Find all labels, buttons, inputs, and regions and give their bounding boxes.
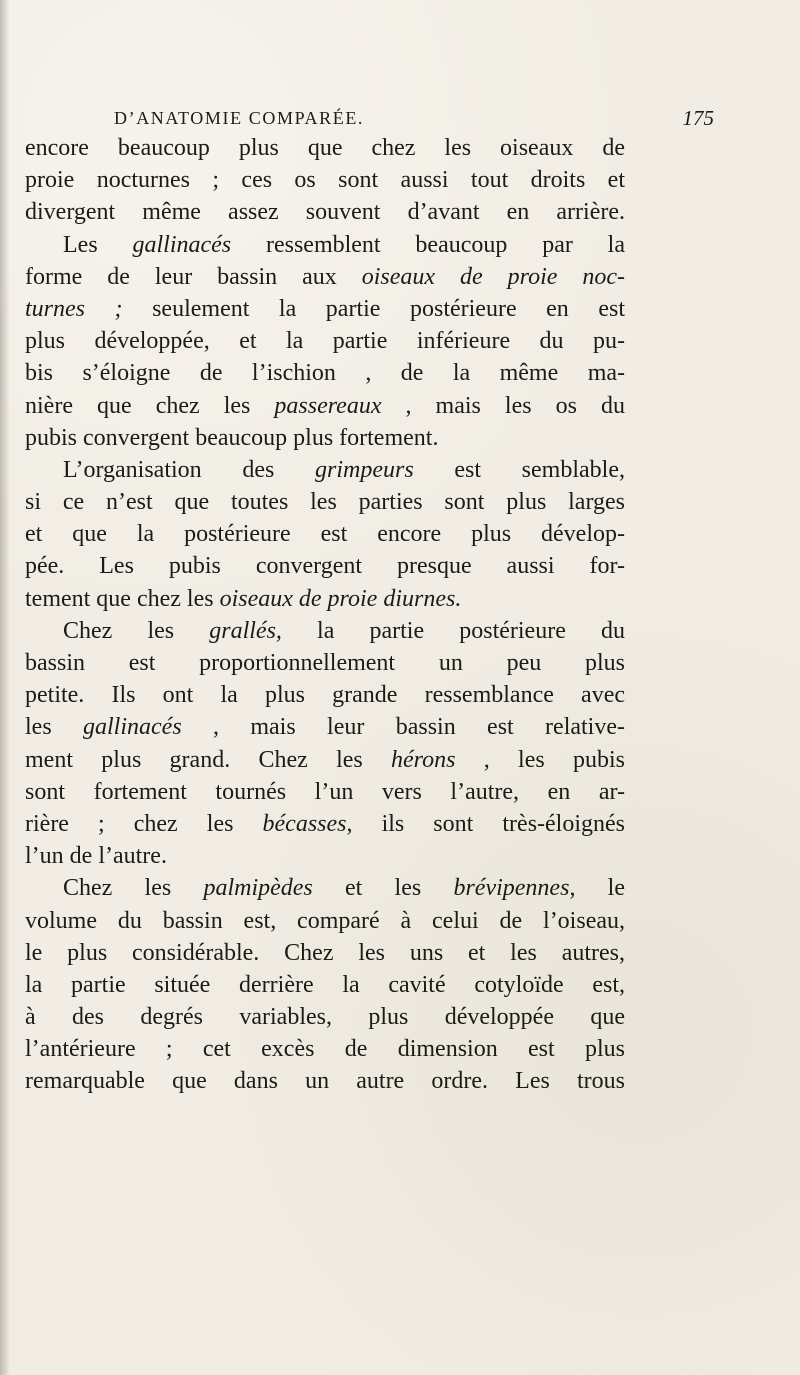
text-line <box>25 711 625 743</box>
text-fragment: Les <box>63 231 133 258</box>
text-fragment: et les <box>312 875 454 902</box>
text-line <box>25 325 625 357</box>
text-fragment: tement que chez les <box>25 585 220 612</box>
text-line <box>25 905 625 937</box>
text-line <box>25 969 625 1001</box>
page-number: 175 <box>682 106 714 130</box>
italic-term: brévipennes <box>453 875 570 902</box>
text-line <box>25 1065 625 1097</box>
text-fragment: l’antérieure ; cet excès de dimension est plus <box>25 1036 625 1063</box>
text-fragment: sont fortement tournés l’un vers l’autre, en ar- <box>25 778 625 805</box>
text-fragment: les <box>25 714 84 741</box>
text-fragment: L’organisation des <box>63 456 315 483</box>
text-fragment: remarquable que dans un autre ordre. Les trous <box>25 1068 625 1095</box>
text-line <box>25 937 625 969</box>
text-line <box>25 229 625 261</box>
text-fragment: rière ; chez les <box>25 810 263 837</box>
page-gutter-shadow <box>0 0 10 1375</box>
text-fragment: nière que chez les <box>25 392 275 419</box>
italic-term: grimpeurs <box>315 456 414 483</box>
text-line <box>25 486 625 518</box>
italic-term: turnes ; <box>25 295 123 322</box>
text-fragment: , mais leur bassin est relative- <box>181 714 625 741</box>
text-fragment: à des degrés variables, plus développée que <box>25 1004 625 1031</box>
text-line <box>25 1033 625 1065</box>
running-head: D’ANATOMIE COMPARÉE. <box>114 108 365 128</box>
italic-term: oiseaux de proie diurnes. <box>219 585 462 612</box>
text-line <box>25 518 625 550</box>
text-fragment: , le <box>569 875 625 902</box>
text-fragment: volume du bassin est, comparé à celui de l’oiseau, <box>25 907 625 934</box>
text-fragment: , les pubis <box>455 746 625 773</box>
text-line <box>25 1001 625 1033</box>
text-fragment: seulement la partie postérieure en est <box>122 295 625 322</box>
italic-term: gallinacés <box>132 231 232 258</box>
text-fragment: Chez les <box>63 875 204 902</box>
text-line <box>25 776 625 808</box>
text-fragment: le plus considérable. Chez les uns et les autres, <box>25 939 625 966</box>
text-fragment: ment plus grand. Chez les <box>25 746 392 773</box>
text-line <box>25 872 625 904</box>
text-line <box>25 261 625 293</box>
text-line <box>25 454 625 486</box>
text-fragment: divergent même assez souvent d’avant en arrière. <box>25 199 625 226</box>
text-fragment: et que la postérieure est encore plus dévelop- <box>25 521 625 548</box>
body-text <box>25 132 625 1098</box>
text-fragment: bassin est proportionnellement un peu plus <box>25 650 625 676</box>
text-line <box>25 390 625 422</box>
text-fragment: plus développée, et la partie inférieure du pu- <box>25 328 625 355</box>
text-fragment: Chez les <box>63 617 210 644</box>
text-fragment: proie nocturnes ; ces os sont aussi tout droits et <box>25 167 625 194</box>
text-line <box>25 422 625 454</box>
text-fragment: , mais les os du <box>381 392 626 419</box>
text-line <box>25 647 625 679</box>
text-fragment: la partie postérieure du <box>281 617 625 644</box>
italic-term: hérons <box>391 746 456 773</box>
text-fragment: si ce n’est que toutes les parties sont plus larges <box>25 489 625 516</box>
text-line <box>25 744 625 776</box>
text-fragment: l’un de l’autre. <box>25 843 167 870</box>
text-line <box>25 196 625 228</box>
text-fragment: ressemblent beaucoup par la <box>231 231 625 258</box>
italic-term: passereaux <box>274 392 382 419</box>
text-fragment: pée. Les pubis convergent presque aussi for- <box>25 553 625 580</box>
text-fragment: est semblable, <box>413 456 625 483</box>
text-line <box>25 615 625 647</box>
text-line <box>25 808 625 840</box>
text-line <box>25 164 625 196</box>
text-line <box>25 550 625 582</box>
text-fragment: , ils sont très-éloignés <box>346 810 626 837</box>
text-line <box>25 840 625 872</box>
text-fragment: bis s’éloigne de l’ischion , de la même ma- <box>25 360 625 387</box>
italic-term: bécasses <box>262 810 347 837</box>
text-fragment: forme de leur bassin aux <box>25 263 362 290</box>
text-line <box>25 679 625 711</box>
text-fragment: petite. Ils ont la plus grande ressemblance avec <box>25 682 625 709</box>
italic-term: palmipèdes <box>203 875 313 902</box>
text-fragment: pubis convergent beaucoup plus fortement. <box>25 424 439 451</box>
text-line <box>25 583 625 615</box>
text-fragment: encore beaucoup plus que chez les oiseaux de <box>25 135 625 161</box>
italic-term: grallés, <box>209 617 282 644</box>
italic-term: gallinacés <box>83 714 182 741</box>
text-fragment: la partie située derrière la cavité cotyloïde est, <box>25 971 625 998</box>
text-line <box>25 357 625 389</box>
text-line <box>25 132 625 164</box>
text-line <box>25 293 625 325</box>
italic-term: oiseaux de proie noc- <box>361 263 625 290</box>
